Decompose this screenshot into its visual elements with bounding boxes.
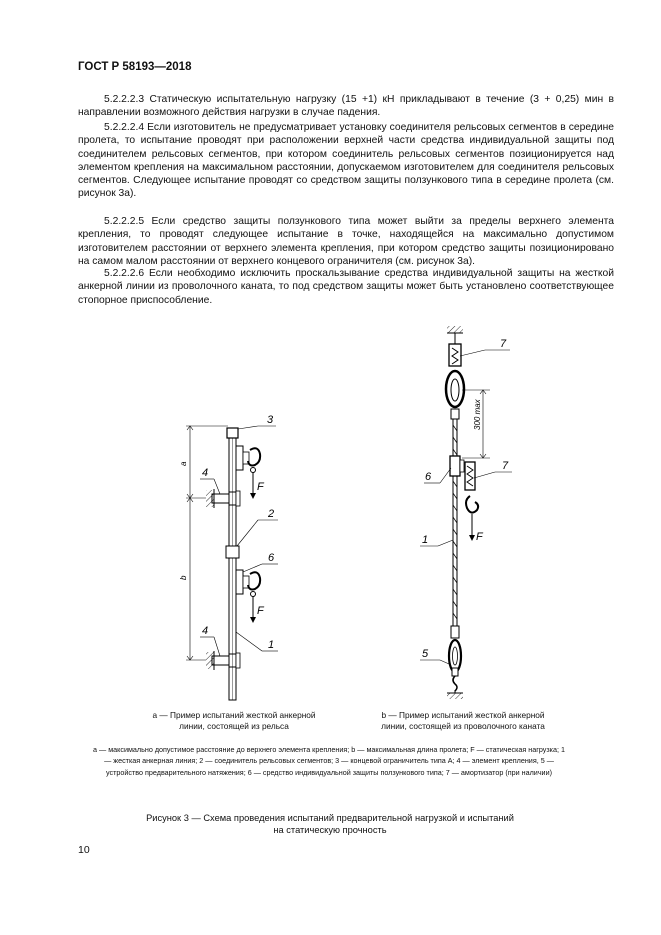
figure-title-line2: на статическую прочность [273,825,387,835]
label-4-bottom: 4 [202,625,209,637]
force-label-bottom: F [257,605,264,617]
label-7-mid: 7 [502,460,509,472]
page-number: 10 [78,844,90,856]
label-1: 1 [268,639,275,651]
paragraph-5-2-2-2-4: 5.2.2.2.4 Если изготовитель не предусматривает установку соединителя рельсовых сегментов в середине пролета, то испытание проводят при расположении верхней части средства индивидуальной защиты под соединителем рельсовых сегментов, при котором соединитель рельсовых сегментов позиционируется над элементом крепления на максимальном расстоянии, допускаемом изготовителем для соединителя рельсовых сегментов. Следующее испытание проводят со средством защиты ползункового типа в середине пролета (см. рисунок 3а). [78,122,614,200]
force-label-top: F [257,481,264,493]
force-label-right: F [476,531,483,543]
caption-b-line1: b — Пример испытаний жесткой анкерной [381,710,545,720]
label-7-top: 7 [500,338,507,350]
label-3: 3 [267,414,274,426]
label-6-right: 6 [425,471,432,483]
caption-b-line2: линии, состоящей из проволочного каната [381,721,545,731]
carabiner-bottom [248,572,260,589]
tensioner [449,640,461,672]
rope-slider [450,456,460,476]
rail-joint [226,546,239,558]
dim-a-label: a [179,461,188,466]
figure-title-line1: Рисунок 3 — Схема проведения испытаний предварительной нагрузкой и испытаний [146,813,514,823]
paragraph-5-2-2-2-6: 5.2.2.2.6 Если необходимо исключить проскальзывание средства индивидуальной защиты на жесткой анкерной линии из проволочного каната, то под средством защиты может быть установлено соответствующее стопорное приспособление. [78,268,614,306]
caption-b [358,710,568,732]
label-5: 5 [422,648,429,660]
dim-300-max: 300 max [473,399,482,430]
paragraph-5-2-2-2-5: 5.2.2.2.5 Если средство защиты ползункового типа может выйти за пределы верхнего элемента крепления, то проводят следующее испытание в точке, находящейся на максимально допустимом изготовителем расстоянии от верхнего элемента крепления, при котором средство защиты позиционировано на самом малом расстоянии от верхнего концевого ограничителя (см. рисунок 3а). [78,216,614,267]
caption-a [138,710,330,732]
rope-thimble-top [446,371,464,407]
slider-bottom [236,570,243,594]
anchor-bracket-top [212,494,229,503]
slider-top [236,446,243,470]
dim-b-label: b [179,575,188,580]
wire-rope-anchor-line-figure [420,326,512,699]
label-4-top: 4 [202,467,209,479]
rope-carabiner [466,496,478,513]
label-6: 6 [268,552,275,564]
wire-rope [453,419,457,630]
shock-absorber-top [449,344,461,366]
end-stop [227,428,238,438]
figure-legend: a — максимально допустимое расстояние до верхнего элемента крепления; b — максимальная длина пролета; F — статическая нагрузка; 1 — жесткая анкерная линия; 2 — соединитель рельсовых сегментов; 3 — концевой ограничитель типа А; 4 — элемент крепления, 5 — устройство предварительного натяжения; 6 — средство индивидуальной защиты ползункового типа; 7 — амортизатор (при наличии) [93,745,565,777]
rail-anchor-line-figure [179,414,278,700]
anchor-bracket-bottom [212,656,229,665]
caption-a-line1: а — Пример испытаний жесткой анкерной [152,710,316,720]
label-2: 2 [268,508,275,520]
figure-title [100,812,560,836]
label-1-right: 1 [422,534,429,546]
caption-a-line2: линии, состоящей из рельса [179,721,289,731]
carabiner-top [248,448,260,465]
document-header: ГОСТ Р 58193—2018 [78,61,192,73]
paragraph-5-2-2-2-3: 5.2.2.2.3 Статическую испытательную нагрузку (15 +1) кН прикладывают в течение (3 + 0,25) мин в направлении возможного действия нагрузки в случае падения. [78,94,614,119]
